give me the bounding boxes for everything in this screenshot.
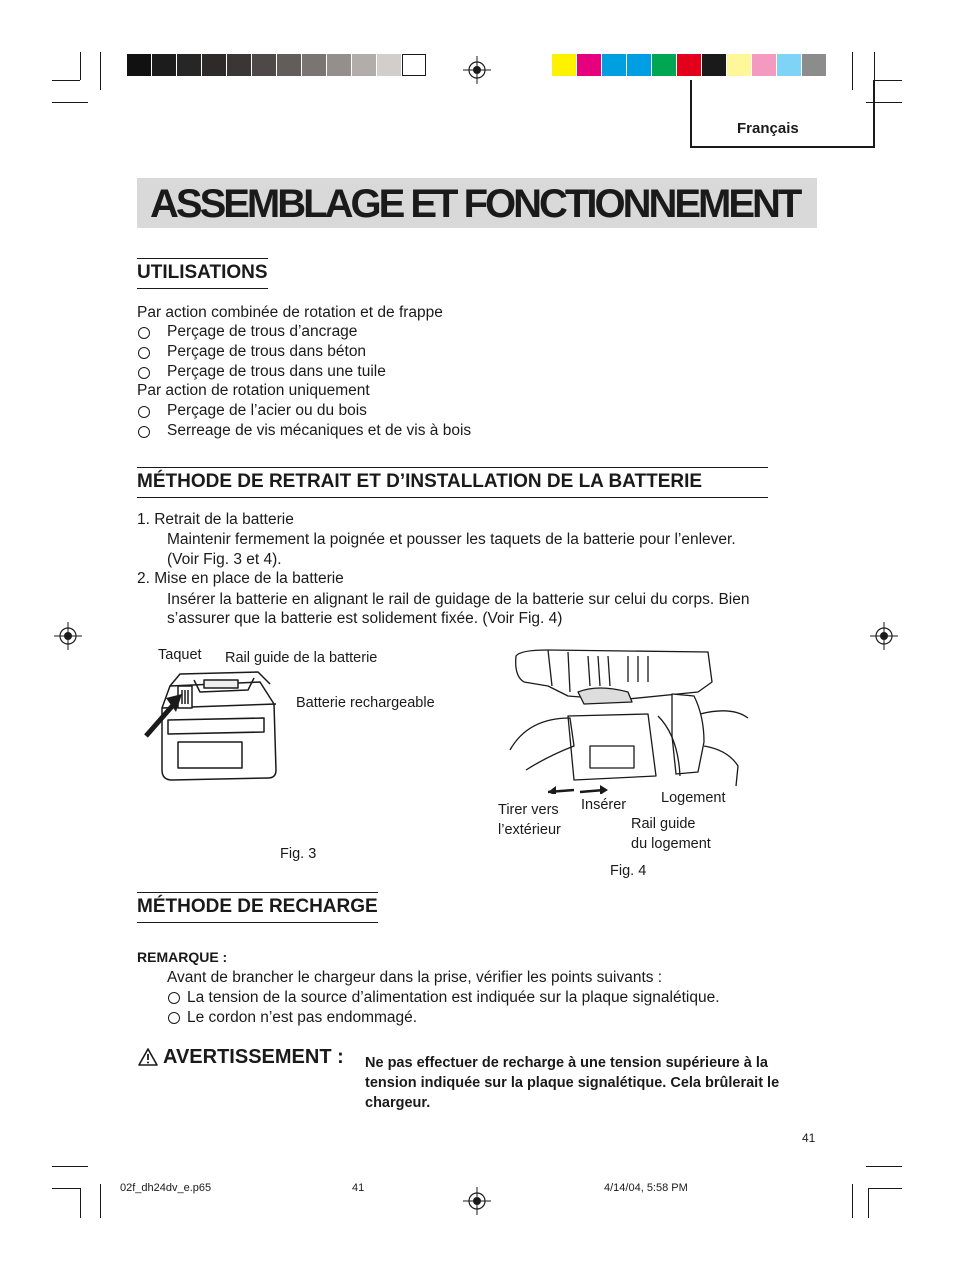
gray-swatch <box>252 54 276 76</box>
footer-date: 4/14/04, 5:58 PM <box>604 1182 688 1194</box>
group-label: Par action de rotation uniquement <box>137 382 370 399</box>
list-item: Perçage de trous dans une tuile <box>167 363 386 380</box>
figure-caption: Fig. 4 <box>610 863 647 879</box>
warning-text: Ne pas effectuer de recharge à une tension supérieure à la tension indiquée sur la plaque signalétique. Cela brûlerait le chargeur. <box>365 1055 780 1111</box>
crop-mark <box>874 80 902 81</box>
step-title: 1. Retrait de la batterie <box>137 511 294 528</box>
label-logement: Logement <box>661 790 726 806</box>
list-item: Perçage de trous dans béton <box>167 343 367 360</box>
footer-filename: 02f_dh24dv_e.p65 <box>120 1182 212 1194</box>
bullet-circle-icon <box>138 426 150 438</box>
crop-mark <box>100 1184 101 1218</box>
gray-swatch <box>327 54 351 76</box>
language-label: Français <box>737 120 799 137</box>
color-swatch <box>702 54 726 76</box>
crop-mark <box>80 52 81 80</box>
label-batterie: Batterie rechargeable <box>296 695 435 711</box>
gray-swatch <box>177 54 201 76</box>
list-item: Perçage de trous d’ancrage <box>167 323 358 340</box>
label-tirer: l’extérieur <box>498 822 561 838</box>
gray-swatch <box>152 54 176 76</box>
gray-swatch <box>227 54 251 76</box>
crop-mark <box>868 1188 902 1189</box>
bullet-circle-icon <box>168 1012 180 1024</box>
label-tirer: Tirer vers <box>498 802 559 818</box>
crop-mark <box>52 80 80 81</box>
label-rail-guide: Rail guide de la batterie <box>225 650 378 666</box>
warning-label: AVERTISSEMENT : <box>163 1046 344 1068</box>
drill-illustration <box>508 646 752 794</box>
page-title: ASSEMBLAGE ET FONCTIONNEMENT <box>150 182 800 226</box>
gray-swatch <box>277 54 301 76</box>
battery-illustration <box>140 670 300 790</box>
step-text: Insérer la batterie en alignant le rail de guidage de la batterie sur celui du corps. Bien <box>167 591 750 608</box>
crop-mark <box>866 1166 902 1167</box>
gray-swatch <box>202 54 226 76</box>
group-label: Par action combinée de rotation et de frappe <box>137 304 443 321</box>
section-heading-battery: MÉTHODE DE RETRAIT ET D’INSTALLATION DE LA BATTERIE <box>137 467 768 498</box>
color-swatch <box>552 54 576 76</box>
color-swatch <box>577 54 601 76</box>
list-item: Le cordon n’est pas endommagé. <box>187 1009 418 1026</box>
registration-mark-icon <box>54 622 82 650</box>
crop-mark <box>874 52 875 80</box>
registration-mark-icon <box>870 622 898 650</box>
gray-swatch <box>377 54 401 76</box>
bullet-circle-icon <box>138 327 150 339</box>
gray-swatch <box>402 54 426 76</box>
crop-mark <box>52 102 88 103</box>
warning-triangle-icon <box>137 1047 159 1067</box>
recharge-intro: Avant de brancher le chargeur dans la prise, vérifier les points suivants : <box>167 969 663 986</box>
remarque-label: REMARQUE : <box>137 949 228 965</box>
color-swatch <box>677 54 701 76</box>
footer-page: 41 <box>352 1182 365 1194</box>
language-tab <box>690 80 875 148</box>
crop-mark <box>852 1184 853 1218</box>
list-item: Perçage de l’acier ou du bois <box>167 402 367 419</box>
label-rail-guide-logement: Rail guide <box>631 816 696 832</box>
figure-caption: Fig. 3 <box>280 846 317 862</box>
bullet-circle-icon <box>138 347 150 359</box>
color-swatch <box>727 54 751 76</box>
bullet-circle-icon <box>138 367 150 379</box>
bullet-circle-icon <box>168 992 180 1004</box>
label-taquet: Taquet <box>158 647 202 663</box>
color-swatch <box>752 54 776 76</box>
registration-mark-icon <box>463 1187 491 1215</box>
color-swatch <box>652 54 676 76</box>
step-text: Maintenir fermement la poignée et pousser les taquets de la batterie pour l’enlever. <box>167 531 736 548</box>
color-swatch <box>777 54 801 76</box>
bullet-circle-icon <box>138 406 150 418</box>
gray-swatch <box>352 54 376 76</box>
gray-swatch <box>127 54 151 76</box>
crop-mark <box>100 52 101 90</box>
step-text: (Voir Fig. 3 et 4). <box>167 551 282 568</box>
crop-mark <box>868 1188 869 1218</box>
section-heading-recharge: MÉTHODE DE RECHARGE <box>137 892 378 923</box>
color-swatch <box>802 54 826 76</box>
crop-mark <box>80 1188 81 1218</box>
label-inserer: Insérer <box>581 797 627 813</box>
list-item: La tension de la source d’alimentation est indiquée sur la plaque signalétique. <box>187 989 720 1006</box>
crop-mark <box>52 1188 80 1189</box>
color-swatch <box>602 54 626 76</box>
step-text: s’assurer que la batterie est solidement fixée. (Voir Fig. 4) <box>167 610 563 627</box>
crop-mark <box>52 1166 88 1167</box>
section-heading-utilisations: UTILISATIONS <box>137 258 268 289</box>
registration-mark-icon <box>463 56 491 84</box>
color-swatch <box>627 54 651 76</box>
step-title: 2. Mise en place de la batterie <box>137 570 344 587</box>
label-rail-guide-logement: du logement <box>631 836 711 852</box>
page-number: 41 <box>802 1131 816 1145</box>
list-item: Serreage de vis mécaniques et de vis à bois <box>167 422 472 439</box>
gray-swatch <box>302 54 326 76</box>
